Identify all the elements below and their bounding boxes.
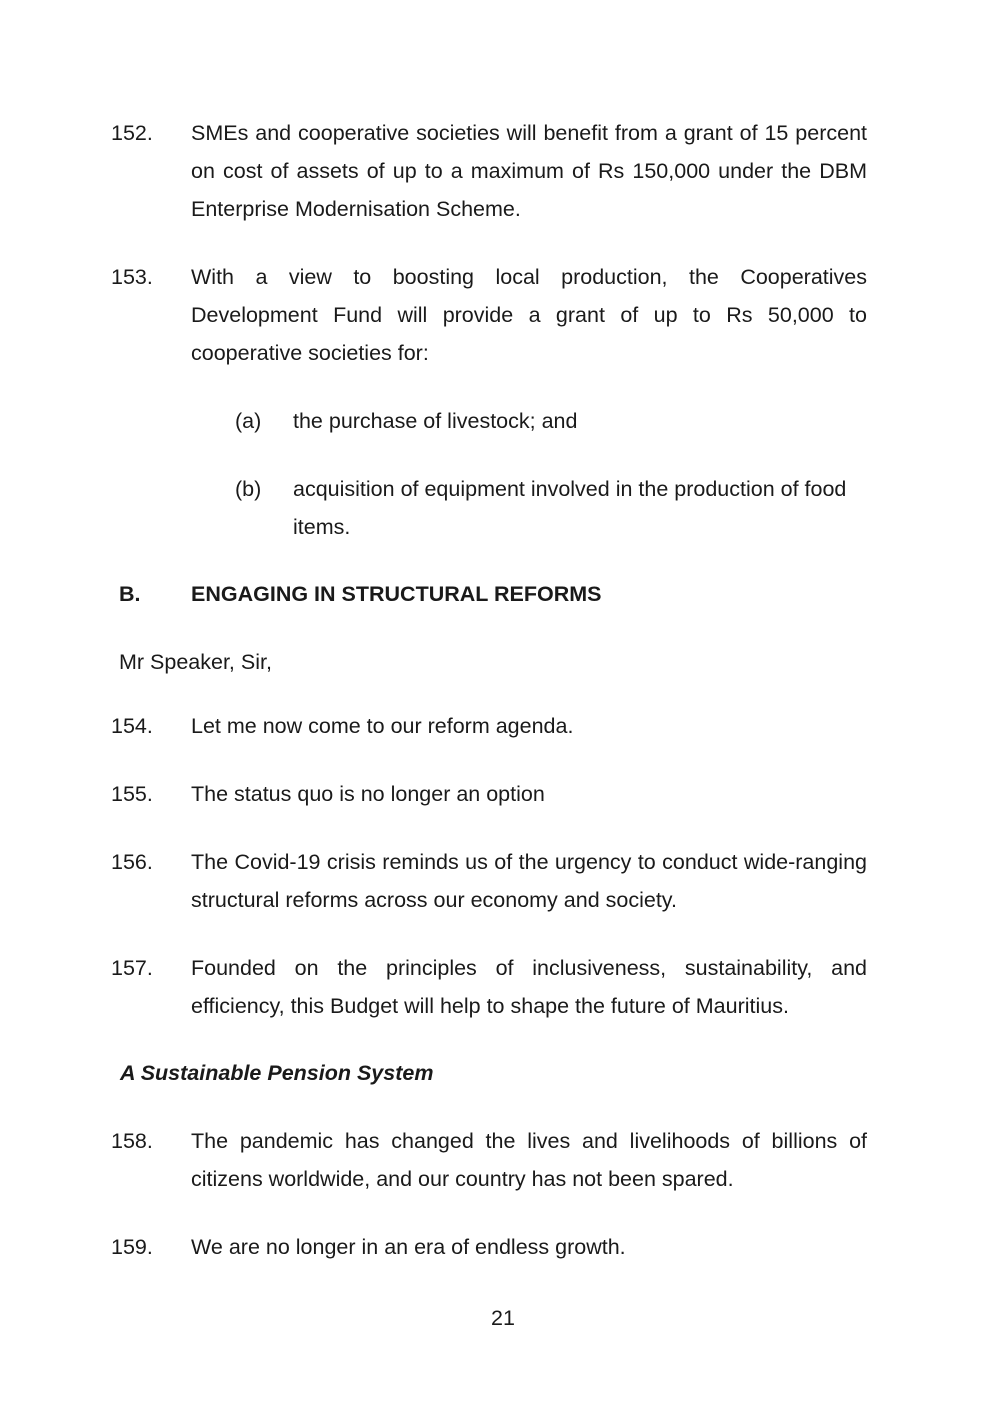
paragraph-text: SMEs and cooperative societies will benefit from a grant of 15 percent on cost of assets of up to a maximum of Rs 150,000 under the DBM Enterprise Modernisation Scheme. [191,121,867,221]
section-heading [119,575,602,613]
paragraph-text: With a view to boosting local production, the Cooperatives Development Fund will provide a grant of up to Rs 50,000 to cooperative societies for: [191,265,867,365]
paragraph-text: The status quo is no longer an option [191,782,545,806]
paragraph-157 [111,949,867,1025]
list-item-text: acquisition of equipment involved in the production of food items. [293,477,847,539]
paragraph-text: We are no longer in an era of endless growth. [191,1235,626,1259]
paragraph-number: 156. [111,850,153,874]
salutation: Mr Speaker, Sir, [119,650,272,674]
paragraph-number: 159. [111,1235,153,1259]
list-item-a [235,402,867,440]
paragraph-number: 158. [111,1129,153,1153]
paragraph-153 [111,258,867,372]
paragraph-155 [111,775,867,813]
section-letter: B. [119,582,141,606]
list-item-label: (b) [235,477,262,501]
paragraph-text: Let me now come to our reform agenda. [191,714,574,738]
paragraph-text: Founded on the principles of inclusiveness, sustainability, and efficiency, this Budget will help to shape the future of Mauritius. [191,956,867,1018]
paragraph-number: 152. [111,121,153,145]
page-number: 21 [491,1306,515,1330]
section-title: ENGAGING IN STRUCTURAL REFORMS [191,582,602,606]
paragraph-number: 157. [111,956,153,980]
paragraph-156 [111,843,867,919]
paragraph-154 [111,707,867,745]
list-item-label: (a) [235,409,262,433]
paragraph-152 [111,114,867,228]
list-item-b [235,470,867,546]
paragraph-text: The pandemic has changed the lives and livelihoods of billions of citizens worldwide, and our country has not been spared. [191,1129,867,1191]
paragraph-number: 153. [111,265,153,289]
paragraph-number: 154. [111,714,153,738]
paragraph-text: The Covid-19 crisis reminds us of the urgency to conduct wide-ranging structural reforms across our economy and society. [191,850,867,912]
list-item-text: the purchase of livestock; and [293,409,578,433]
paragraph-number: 155. [111,782,153,806]
paragraph-158 [111,1122,867,1198]
paragraph-159 [111,1228,867,1266]
subsection-heading: A Sustainable Pension System [120,1061,434,1085]
